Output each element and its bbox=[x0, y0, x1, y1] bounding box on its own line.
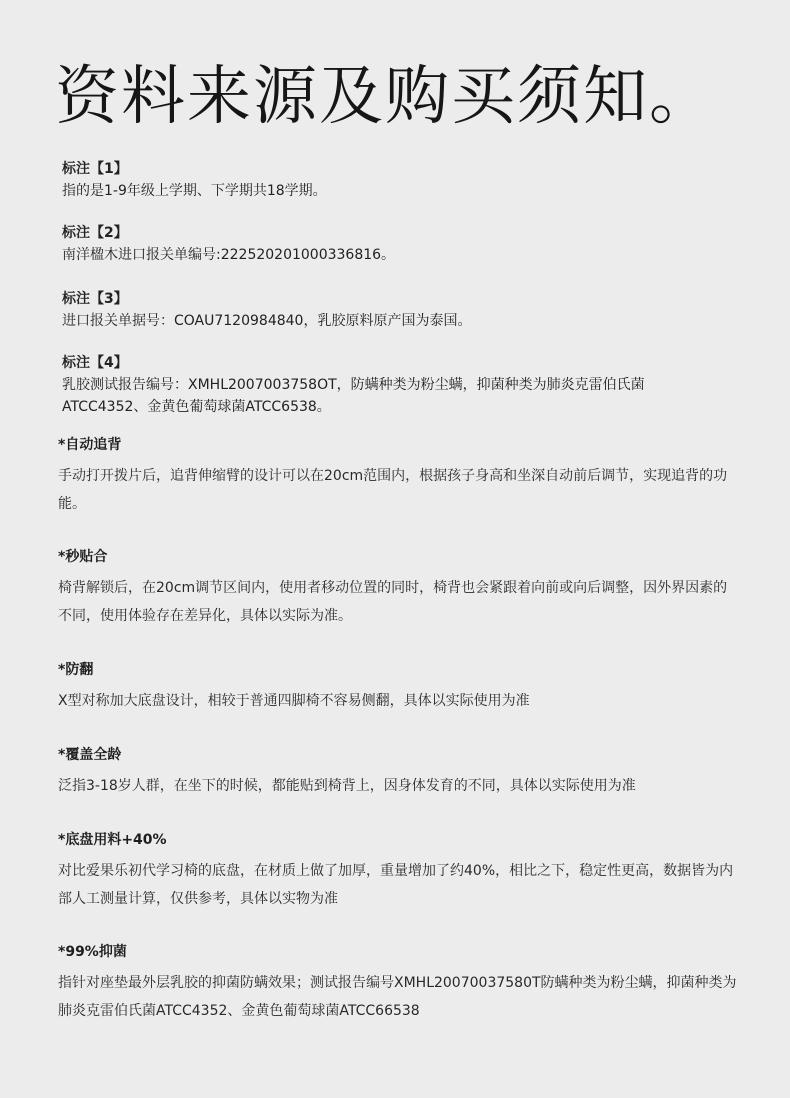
note-3 bbox=[62, 288, 762, 332]
feature-base-material bbox=[58, 829, 738, 913]
feature-instant-fit bbox=[58, 546, 738, 630]
feature-antibacterial bbox=[58, 941, 738, 1025]
feature-body: 指针对座垫最外层乳胶的抑菌防螨效果；测试报告编号XMHL20070037580T防螨种类为粉尘螨，抑菌种类为肺炎克雷伯氏菌ATCC4352、金黄色葡萄球菌ATCC66538 bbox=[58, 975, 737, 1019]
note-label: 标注【4】 bbox=[62, 355, 128, 371]
feature-title: *秒贴合 bbox=[58, 549, 108, 565]
feature-title: *覆盖全龄 bbox=[58, 747, 122, 763]
note-label: 标注【2】 bbox=[62, 225, 128, 241]
note-2 bbox=[62, 222, 762, 266]
feature-auto-backrest bbox=[58, 434, 738, 518]
feature-all-ages bbox=[58, 744, 738, 800]
feature-body: 椅背解锁后，在20cm调节区间内，使用者移动位置的同时，椅背也会紧跟着向前或向后调整，因外界因素的不同，使用体验存在差异化，具体以实际为准。 bbox=[58, 580, 728, 624]
feature-title: *自动追背 bbox=[58, 437, 122, 453]
note-label: 标注【1】 bbox=[62, 161, 128, 177]
feature-body: 手动打开拨片后，追背伸缩臂的设计可以在20cm范围内，根据孩子身高和坐深自动前后调节，实现追背的功能。 bbox=[58, 468, 728, 512]
feature-body: 泛指3-18岁人群，在坐下的时候，都能贴到椅背上，因身体发育的不同，具体以实际使用为准 bbox=[58, 778, 636, 794]
feature-title: *99%抑菌 bbox=[58, 944, 127, 960]
note-text: 进口报关单据号：COAU7120984840，乳胶原料原产国为泰国。 bbox=[62, 313, 472, 329]
note-label: 标注【3】 bbox=[62, 291, 128, 307]
note-4 bbox=[62, 352, 762, 418]
note-text: 南洋楹木进口报关单编号:222520201000336816。 bbox=[62, 247, 396, 263]
note-text: 指的是1-9年级上学期、下学期共18学期。 bbox=[62, 183, 327, 199]
note-1 bbox=[62, 158, 762, 202]
feature-anti-tip bbox=[58, 659, 738, 715]
feature-title: *底盘用料+40% bbox=[58, 832, 167, 848]
note-text: 乳胶测试报告编号：XMHL2007003758OT，防螨种类为粉尘螨，抑菌种类为肺炎克雷伯氏菌 ATCC4352、金黄色葡萄球菌ATCC6538。 bbox=[62, 377, 645, 415]
page-title: 资料来源及购买须知。 bbox=[55, 60, 715, 134]
feature-title: *防翻 bbox=[58, 662, 94, 678]
feature-body: 对比爱果乐初代学习椅的底盘，在材质上做了加厚，重量增加了约40%，相比之下，稳定性更高，数据皆为内部人工测量计算，仅供参考，具体以实物为准 bbox=[58, 863, 734, 907]
feature-body: X型对称加大底盘设计，相较于普通四脚椅不容易侧翻，具体以实际使用为准 bbox=[58, 693, 530, 709]
